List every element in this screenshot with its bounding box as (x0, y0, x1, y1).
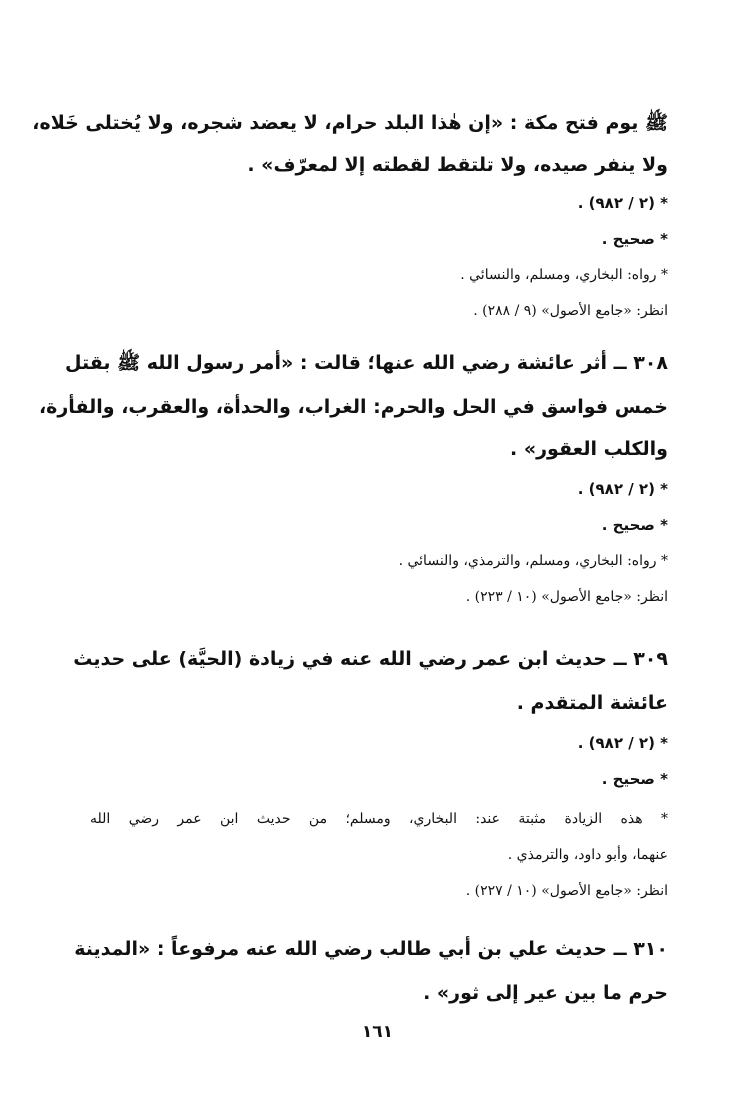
hadith-310-line-1: ٣١٠ ــ حديث علي بن أبي طالب رضي الله عنه مرفوعاً : «المدينة (74, 938, 668, 960)
intro-see: انظر: «جامع الأصول» (٩ / ٢٨٨) . (473, 303, 668, 319)
intro-line-2: ولا ينفر صيده، ولا تلتقط لقطته إلا لمعرّف» . (247, 154, 668, 176)
document-page (32, 90, 668, 1070)
intro-grade: * صحيح . (601, 230, 668, 248)
hadith-309-line-1: ٣٠٩ ــ حديث ابن عمر رضي الله عنه في زيادة (الحيَّة) على حديث (73, 648, 668, 670)
hadith-308-line-2: خمس فواسق في الحل والحرم: الغراب، والحدأة، والعقرب، والفأرة، (38, 396, 668, 418)
hadith-309-note-line-1: * هذه الزيادة مثبتة عند: البخاري، ومسلم؛ من حديث ابن عمر رضي الله (90, 811, 668, 827)
intro-reference: * (٢ / ٩٨٢) . (577, 194, 668, 212)
hadith-308-line-3: والكلب العقور» . (510, 438, 668, 460)
hadith-308-line-1: ٣٠٨ ــ أثر عائشة رضي الله عنها؛ قالت : «أمر رسول الله ﷺ بقتل (64, 352, 668, 374)
hadith-309-note-line-2: عنهما، وأبو داود، والترمذي . (507, 847, 668, 863)
hadith-308-see: انظر: «جامع الأصول» (١٠ / ٢٢٣) . (465, 589, 668, 605)
hadith-309-reference: * (٢ / ٩٨٢) . (577, 734, 668, 752)
hadith-310-line-2: حرم ما بين عير إلى ثور» . (423, 982, 668, 1004)
hadith-309-see: انظر: «جامع الأصول» (١٠ / ٢٢٧) . (465, 883, 668, 899)
page-number: ١٦١ (361, 1022, 394, 1042)
intro-narrated: * رواه: البخاري، ومسلم، والنسائي . (460, 267, 668, 283)
hadith-309-line-2: عائشة المتقدم . (516, 692, 668, 714)
intro-line-1: ﷺ يوم فتح مكة : «إن هٰذا البلد حرام، لا يعضد شجره، ولا يُختلى خَلاه، (32, 112, 668, 134)
hadith-308-grade: * صحيح . (601, 516, 668, 534)
hadith-308-narrated: * رواه: البخاري، ومسلم، والترمذي، والنسائي . (398, 553, 668, 569)
hadith-308-reference: * (٢ / ٩٨٢) . (577, 480, 668, 498)
hadith-309-grade: * صحيح . (601, 770, 668, 788)
